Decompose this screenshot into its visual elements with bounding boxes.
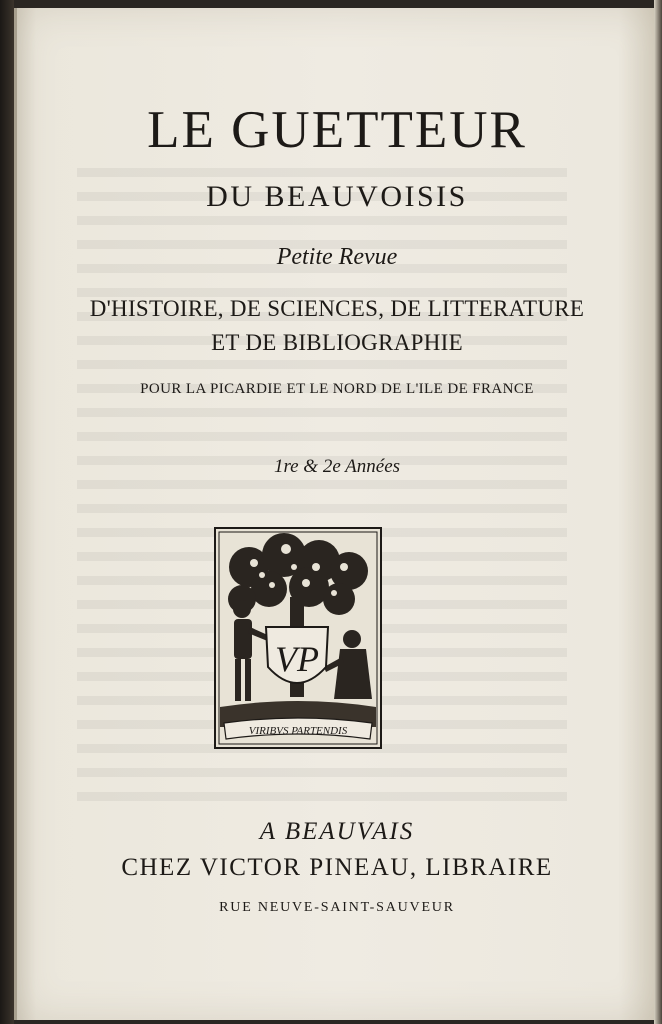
subject-line-2: ET DE BIBLIOGRAPHIE	[211, 330, 463, 355]
years-line: 1re & 2e Années	[273, 456, 401, 477]
page-edge	[654, 0, 662, 1024]
city-line: A BEAUVAIS	[259, 818, 415, 845]
svg-text:VP: VP	[275, 639, 319, 679]
subject-line-1: D'HISTOIRE, DE SCIENCES, DE LITTERATURE	[89, 296, 585, 321]
region-line: POUR LA PICARDIE ET LE NORD DE L'ILE DE FRANCE	[140, 381, 534, 397]
title-page	[14, 8, 657, 1020]
publisher-line: CHEZ VICTOR PINEAU, LIBRAIRE	[121, 854, 553, 881]
address-line: RUE NEUVE-SAINT-SAUVEUR	[219, 900, 455, 915]
book-spine	[0, 0, 14, 1024]
printer-mark-emblem	[214, 527, 382, 749]
tagline: Petite Revue	[276, 244, 398, 270]
subtitle: DU BEAUVOISIS	[206, 180, 468, 213]
main-title: LE GUETTEUR	[147, 101, 527, 159]
emblem-motto: VIRIBVS PARTENDIS	[248, 725, 348, 737]
